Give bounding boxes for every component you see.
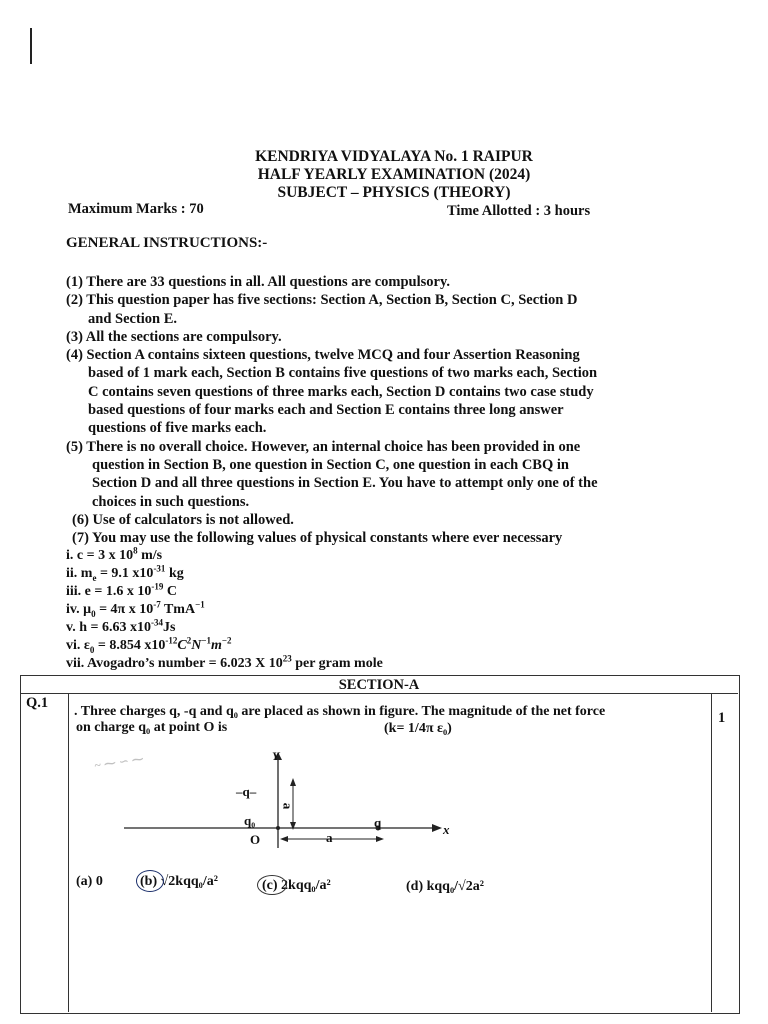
q0-label: q₀: [244, 813, 256, 828]
constant-mu0: iv. $\mu_0 = 4\pi$ x $10^{-7}$ TmA$^{-1}$: [66, 599, 205, 619]
minus-q-label: –q–: [236, 784, 257, 799]
instruction-5-cont: question in Section B, one question in Section C, one question in each CBQ in: [92, 456, 569, 473]
x-axis-label: x: [443, 822, 450, 837]
option-d: (d) kqq₀/√2a²: [406, 879, 484, 894]
option-c-circle-mark: [257, 875, 287, 895]
instruction-4-cont: based questions of four marks each and Section E contains three long answer: [88, 402, 564, 419]
instruction-5: (5) There is no overall choice. However, an internal choice has been provided in one: [66, 438, 581, 455]
school-name: KENDRIYA VIDYALAYA No. 1 RAIPUR: [255, 148, 533, 165]
instruction-4: (4) Section A contains sixteen questions, twelve MCQ and four Assertion Reasoning: [66, 347, 580, 364]
constant-c: i. c = 3 x $10^8$ m/s: [66, 545, 163, 563]
time-allotted: Time Allotted : 3 hours: [447, 203, 591, 219]
exam-title: HALF YEARLY EXAMINATION (2024): [257, 166, 531, 183]
instruction-7: (7) You may use the following values of physical constants where ever necessary: [72, 530, 563, 547]
question-number: Q.1: [26, 695, 49, 711]
instruction-3: (3) All the sections are compulsory.: [66, 328, 282, 345]
instruction-5-cont: choices in such questions.: [92, 493, 250, 510]
faint-handwriting: ~ ⁓ ∽ ⁓: [93, 751, 145, 773]
question-marks: 1: [718, 710, 726, 726]
y-axis-label: Y: [272, 749, 280, 763]
coulomb-constant-note: (k= 1/4π ε₀): [384, 721, 452, 736]
max-marks: Maximum Marks : 70: [68, 201, 204, 217]
option-a: (a) 0: [76, 874, 103, 889]
option-c: (c) 2kqq₀/a²: [262, 878, 331, 893]
charge-q-label: q: [374, 815, 382, 830]
instruction-4-cont: based of 1 mark each, Section B contains five questions of two marks each, Section: [88, 365, 598, 382]
question-text: . Three charges q, -q and q₀ are placed as shown in figure. The magnitude of the net force: [74, 704, 606, 719]
instructions-title: GENERAL INSTRUCTIONS:-: [66, 235, 268, 251]
horizontal-a-label: a: [326, 830, 333, 845]
option-b-circle-mark: [136, 870, 164, 892]
subject-title: SUBJECT – PHYSICS (THEORY): [277, 184, 511, 201]
instruction-4-cont: questions of five marks each.: [88, 420, 267, 437]
origin-label: O: [250, 832, 261, 847]
constant-h: v. h = 6.63 $x10^{-34}Js$: [66, 617, 176, 635]
table-divider-right: [711, 693, 712, 1012]
x-axis-arrow: [432, 824, 442, 832]
vertical-a-label: a: [280, 802, 296, 810]
instruction-2: (2) This question paper has five sections: Section A, Section B, Section C, Section D: [66, 292, 578, 309]
instruction-4-cont: C contains seven questions of three marks each, Section D contains two case study: [88, 383, 594, 400]
instruction-2-cont: and Section E.: [88, 310, 178, 327]
question-text-cont: on charge q₀ at point O is: [76, 720, 228, 735]
constant-eps0: vi. $\varepsilon_0 = 8.854$ $x10^{-12}C^2N^{-1}m^{-2}$: [66, 635, 232, 655]
constant-e: iii. e = 1.6 x $10^{-19}$ C: [66, 581, 177, 599]
instruction-6: (6) Use of calculators is not allowed.: [72, 511, 294, 528]
table-divider-left: [68, 693, 69, 1012]
constant-avogadro: vii. Avogadro’s number = 6.023 X $10^{23}$ per gram mole: [66, 653, 383, 671]
margin-pen-mark: [30, 28, 32, 64]
instruction-5-cont: Section D and all three questions in Section E. You have to attempt only one of the: [92, 475, 598, 492]
charge-q0-dot: [276, 826, 280, 830]
option-b: (b) √2kqq₀/a²: [140, 874, 218, 889]
section-title: SECTION-A: [338, 677, 420, 693]
constant-me: ii. $m_e = 9.1$ $x10^{-31}$ kg: [66, 563, 184, 583]
instructions-list: [66, 273, 696, 547]
instruction-1: (1) There are 33 questions in all. All questions are compulsory.: [66, 274, 451, 290]
